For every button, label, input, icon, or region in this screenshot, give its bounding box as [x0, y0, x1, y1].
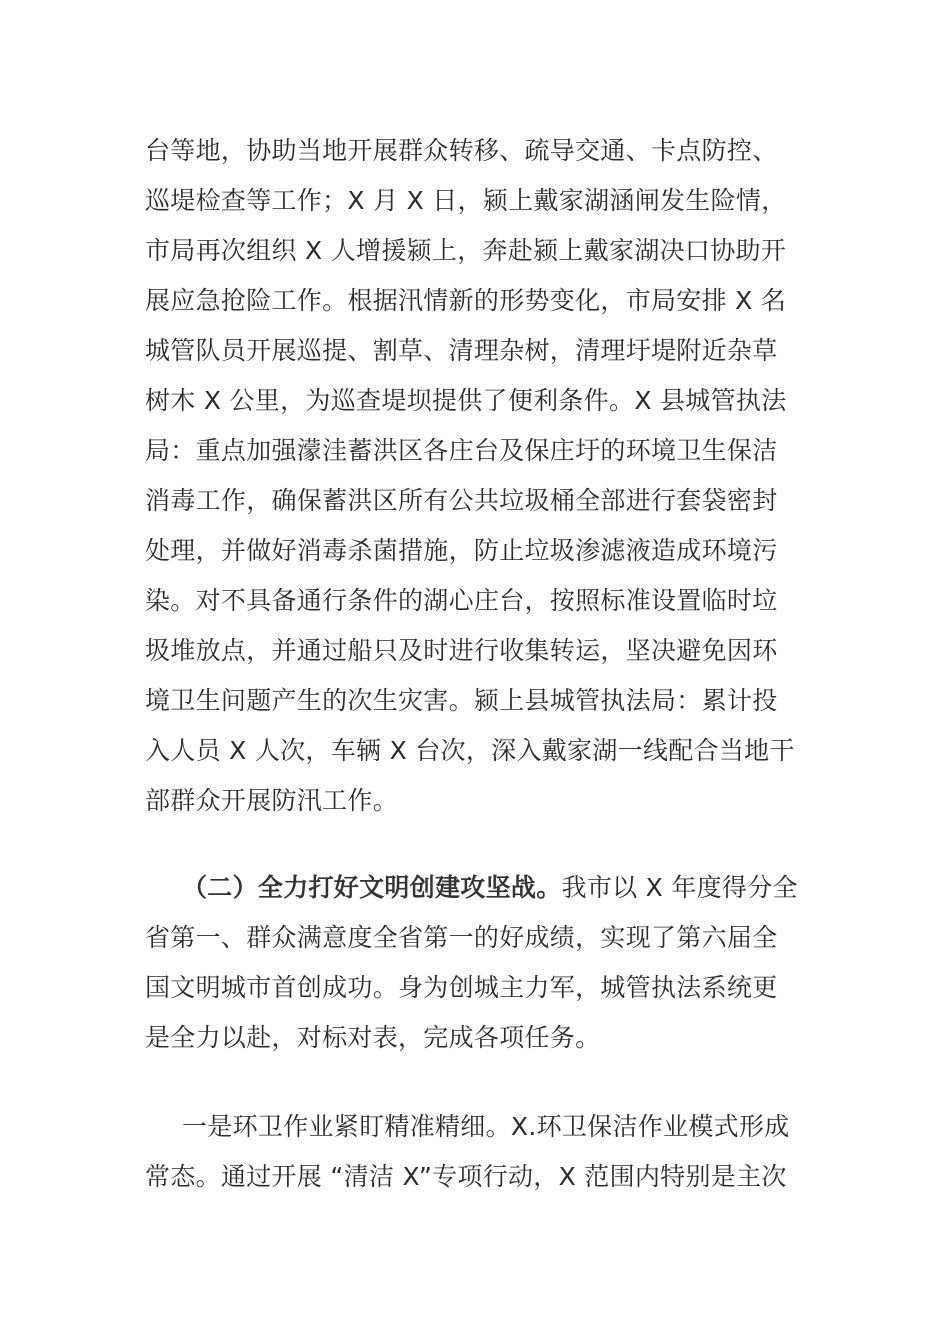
paragraph-line: 巡堤检查等工作；X 月 X 日，颍上戴家湖涵闸发生险情， [145, 186, 787, 215]
paragraph-line: 局：重点加强濛洼蓄洪区各庄台及保庄圩的环境卫生保洁 [145, 436, 778, 465]
paragraph-line: 消毒工作，确保蓄洪区所有公共垃圾桶全部进行套袋密封 [145, 486, 778, 515]
paragraph-line: 展应急抢险工作。根据汛情新的形势变化，市局安排 X 名 [145, 286, 787, 315]
paragraph-line: 市局再次组织 X 人增援颍上，奔赴颍上戴家湖决口协助开 [145, 236, 787, 265]
paragraph-line: 圾堆放点，并通过船只及时进行收集转运，坚决避免因环 [145, 636, 778, 665]
paragraph-line: 部群众开展防汛工作。 [145, 786, 399, 815]
paragraph-first-line: 一是环卫作业紧盯精准精细。X.环卫保洁作业模式形成 [182, 1112, 790, 1141]
paragraph-line: 国文明城市首创成功。身为创城主力军，城管执法系统更 [145, 973, 778, 1002]
paragraph-line: 入人员 X 人次，车辆 X 台次，深入戴家湖一线配合当地干 [145, 736, 795, 765]
paragraph-line: 处理，并做好消毒杀菌措施，防止垃圾渗滤液造成环境污 [145, 536, 778, 565]
paragraph-line: 城管队员开展巡提、割草、清理杂树，清理圩堤附近杂草 [145, 336, 778, 365]
paragraph-line: 省第一、群众满意度全省第一的好成绩，实现了第六届全 [145, 923, 778, 952]
paragraph-first-line [182, 863, 798, 913]
paragraph-line: 境卫生问题产生的次生灾害。颍上县城管执法局：累计投 [145, 686, 778, 715]
paragraph-line: 常态。通过开展 “清洁 X”专项行动，X 范围内特别是主次 [145, 1162, 787, 1191]
paragraph-line: 台等地，协助当地开展群众转移、疏导交通、卡点防控、 [145, 136, 778, 165]
paragraph-line: 是全力以赴，对标对表，完成各项任务。 [145, 1023, 601, 1052]
paragraph-text: 我市以 X 年度得分全 [561, 873, 798, 902]
paragraph-line: 树木 X 公里，为巡查堤坝提供了便利条件。X 县城管执法 [145, 386, 787, 415]
section-heading: （二）全力打好文明创建攻坚战。 [182, 873, 562, 902]
paragraph-line: 染。对不具备通行条件的湖心庄台，按照标准设置临时垃 [145, 586, 778, 615]
